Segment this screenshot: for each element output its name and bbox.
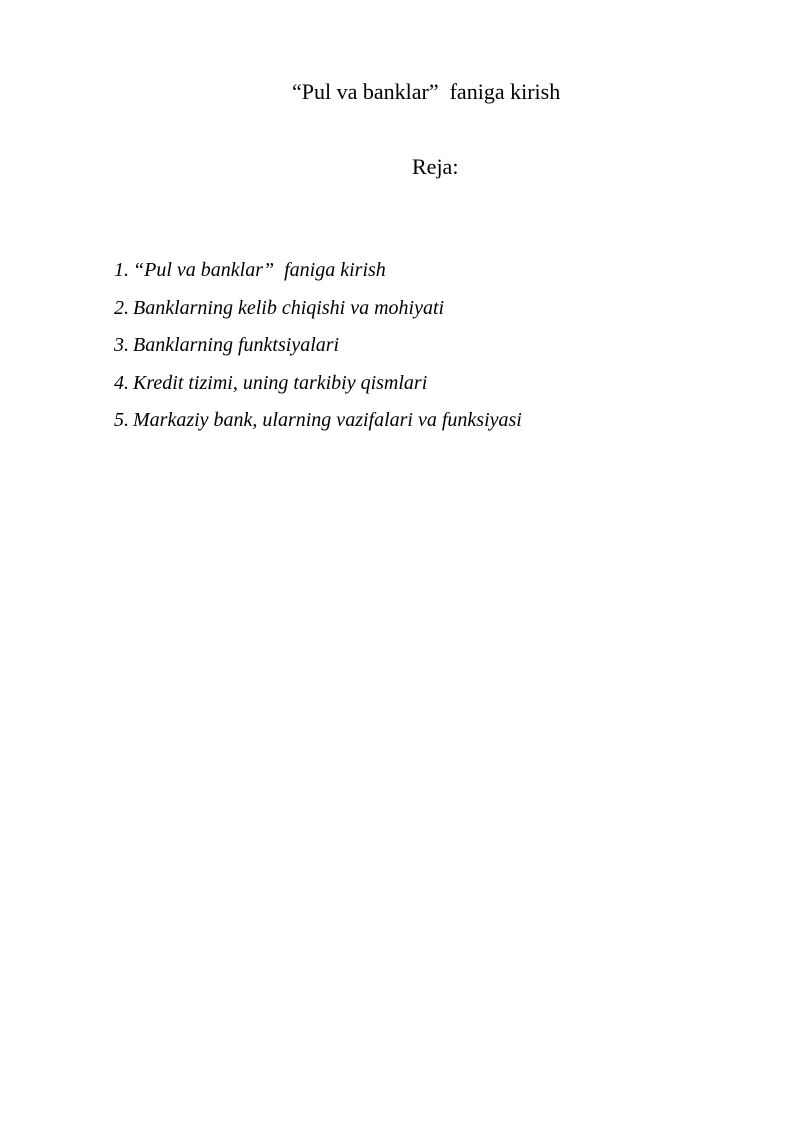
plan-list [114, 256, 522, 444]
plan-item-number: 3. [114, 334, 129, 356]
plan-item-text: Banklarning funktsiyalari [133, 334, 340, 356]
plan-item-2 [114, 294, 522, 332]
plan-item-text: “Pul va banklar” faniga kirish [133, 259, 386, 281]
plan-item-5 [114, 406, 522, 444]
plan-item-text: Markaziy bank, ularning vazifalari va funksiyasi [133, 409, 522, 431]
document-title: “Pul va banklar” faniga kirish [292, 79, 561, 104]
plan-item-text: Banklarning kelib chiqishi va mohiyati [133, 296, 445, 319]
plan-heading: Reja: [412, 154, 459, 179]
plan-item-3 [114, 331, 522, 369]
plan-item-4 [114, 369, 522, 407]
plan-item-number: 5. [114, 409, 129, 431]
plan-item-number: 2. [114, 296, 129, 319]
plan-item-number: 4. [114, 371, 129, 394]
plan-item-number: 1. [114, 259, 129, 281]
plan-item-1 [114, 256, 522, 294]
plan-item-text: Kredit tizimi, uning tarkibiy qismlari [133, 371, 428, 394]
